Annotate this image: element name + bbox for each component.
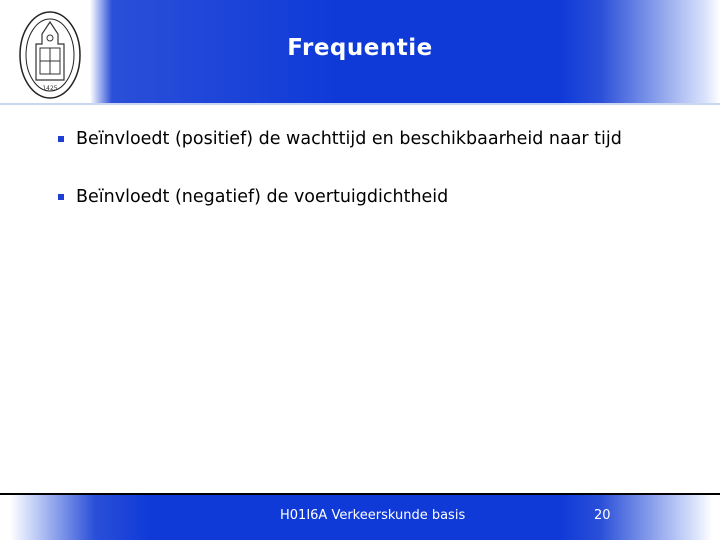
bullet-text: Beïnvloedt (negatief) de voertuigdichtheid <box>76 187 449 207</box>
page-number: 20 <box>594 508 611 523</box>
bullet-text: Beïnvloedt (positief) de wachttijd en beschikbaarheid naar tijd <box>76 129 622 149</box>
university-seal-icon <box>18 10 82 100</box>
footer-divider <box>0 493 720 495</box>
slide-title: Frequentie <box>287 35 433 61</box>
footer-course-label: H01I6A Verkeerskunde basis <box>280 508 466 523</box>
seal-year: 1425 <box>42 85 58 92</box>
bullet-item <box>58 122 698 180</box>
bullet-list <box>58 122 698 238</box>
bullet-square-icon <box>58 136 64 142</box>
title-divider <box>0 103 720 105</box>
bullet-item <box>58 180 698 238</box>
bullet-square-icon <box>58 194 64 200</box>
